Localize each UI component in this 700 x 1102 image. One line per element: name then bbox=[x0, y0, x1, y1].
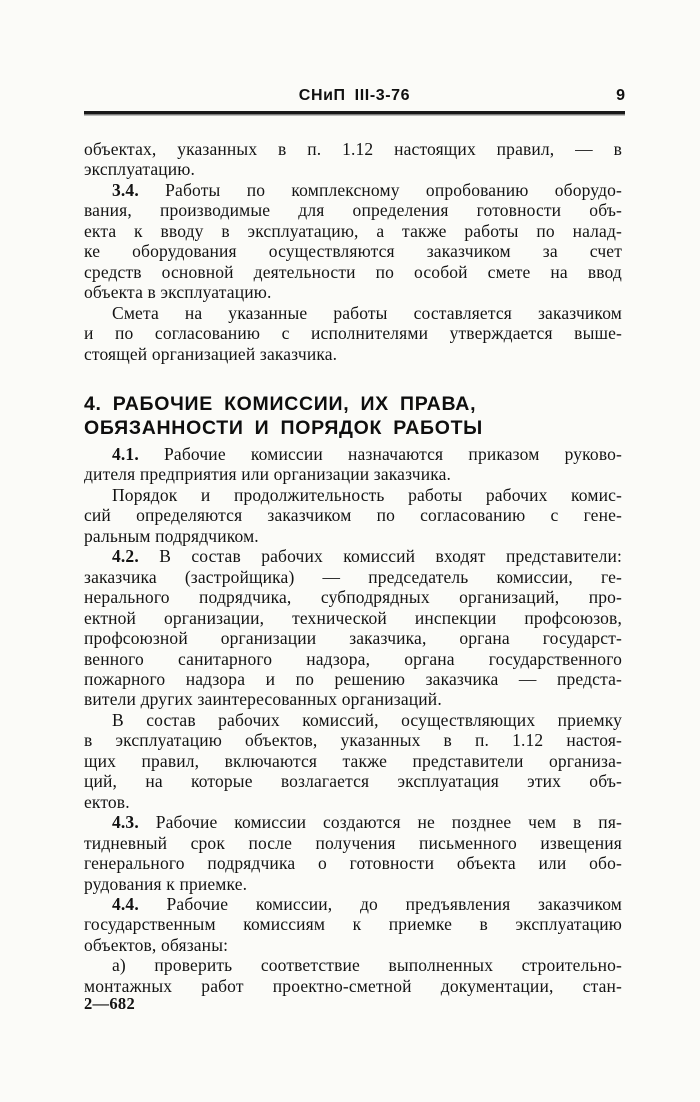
text-line-body: Рабочие комиссии назначаются приказом руково- bbox=[164, 443, 622, 464]
text-line: В состав рабочих комиссий, осуществляющих приемку bbox=[112, 709, 622, 730]
text-line: щих правил, включаются также представители организа- bbox=[84, 750, 622, 771]
clause-number: 4.4. bbox=[112, 893, 139, 914]
running-head bbox=[84, 87, 625, 109]
text-line: стоящей организацией заказчика. bbox=[84, 343, 338, 364]
paragraph bbox=[84, 303, 622, 364]
text-line: ций, на которые возлагается эксплуатация этих объ- bbox=[84, 771, 622, 792]
clause-number: 4.2. bbox=[112, 546, 139, 567]
clause-number: 4.1. bbox=[112, 443, 139, 464]
text-line: средств основной деятельности по особой смете на ввод bbox=[84, 261, 622, 282]
text-line bbox=[84, 546, 622, 566]
text-line: заказчика (застройщика) — председатель комиссии, ге- bbox=[84, 566, 622, 587]
text-line: объекта в эксплуатацию. bbox=[84, 282, 272, 303]
page-body bbox=[84, 139, 622, 996]
paragraph bbox=[84, 180, 622, 303]
text-line: профсоюзной организации заказчика, органа государст- bbox=[84, 628, 622, 649]
paragraph bbox=[84, 485, 622, 546]
text-line: нерального подрядчика, субподрядных организаций, про- bbox=[84, 587, 622, 608]
text-line: государственным комиссиям к приемке в эксплуатацию bbox=[84, 914, 622, 935]
text-line: ке оборудования осуществляются заказчиком за счет bbox=[84, 241, 622, 262]
text-line: объектов, обязаны: bbox=[84, 934, 229, 955]
text-line: монтажных работ проектно-сметной документации, стан- bbox=[84, 975, 622, 996]
text-line-body: Работы по комплексному опробованию оборудо- bbox=[165, 179, 623, 200]
text-line: эксплуатацию. bbox=[84, 159, 196, 180]
text-line: ральным подрядчиком. bbox=[84, 525, 259, 546]
paragraph bbox=[84, 444, 622, 485]
text-line-body: Рабочие комиссии создаются не позднее чем в пя- bbox=[155, 812, 622, 833]
text-line: Смета на указанные работы составляется заказчиком bbox=[112, 302, 622, 323]
text-line: сий определяются заказчиком по согласованию с гене- bbox=[84, 505, 622, 526]
text-line: объектах, указанных в п. 1.12 настоящих правил, — в bbox=[84, 139, 622, 159]
text-line: генерального подрядчика о готовности объекта или обо- bbox=[84, 853, 622, 874]
text-line bbox=[84, 180, 622, 200]
text-line: в эксплуатацию объектов, указанных в п. 1.12 настоя- bbox=[84, 730, 622, 751]
text-line-body: Рабочие комиссии, до предъявления заказчиком bbox=[166, 893, 622, 914]
text-line-body: В состав рабочих комиссий входят представители: bbox=[159, 546, 622, 567]
text-line: тидневный срок после получения письменного извещения bbox=[84, 832, 622, 853]
text-line: а) проверить соответствие выполненных строительно- bbox=[112, 955, 622, 976]
paragraph bbox=[84, 546, 622, 710]
clause-number: 3.4. bbox=[112, 179, 139, 200]
text-line: венного санитарного надзора, органа государственного bbox=[84, 648, 622, 669]
page-number: 9 bbox=[616, 87, 625, 104]
text-line: и по согласованию с исполнителями утверждается выше- bbox=[84, 323, 622, 344]
section-heading bbox=[84, 392, 622, 440]
text-line: ектов. bbox=[84, 791, 130, 812]
document-code: СНиП III-3-76 bbox=[298, 87, 411, 104]
text-line: пожарного надзора и по решению заказчика — предста- bbox=[84, 668, 622, 689]
text-line: дителя предприятия или организации заказчика. bbox=[84, 464, 452, 485]
text-line bbox=[84, 812, 622, 832]
heading-line: 4. РАБОЧИЕ КОМИССИИ, ИХ ПРАВА, bbox=[84, 392, 477, 415]
heading-line: ОБЯЗАННОСТИ И ПОРЯДОК РАБОТЫ bbox=[84, 416, 483, 439]
paragraph bbox=[84, 955, 622, 996]
paragraph bbox=[84, 812, 622, 894]
paragraph bbox=[84, 894, 622, 955]
header-rule bbox=[84, 111, 625, 114]
text-line: ектной организации, технической инспекции профсоюзов, bbox=[84, 607, 622, 628]
text-line: вители других заинтересованных организаций. bbox=[84, 689, 442, 710]
paragraph bbox=[84, 710, 622, 812]
text-line: екта к вводу в эксплуатацию, а также работы по налад- bbox=[84, 220, 622, 241]
text-line: вания, производимые для определения готовности объ- bbox=[84, 200, 622, 221]
text-line bbox=[84, 444, 622, 464]
paragraph bbox=[84, 139, 622, 180]
text-line: рудования к приемке. bbox=[84, 873, 248, 894]
signature-mark: 2—682 bbox=[84, 994, 135, 1013]
clause-number: 4.3. bbox=[112, 812, 139, 833]
text-line bbox=[84, 894, 622, 914]
text-line: Порядок и продолжительность работы рабочих комис- bbox=[112, 484, 622, 505]
